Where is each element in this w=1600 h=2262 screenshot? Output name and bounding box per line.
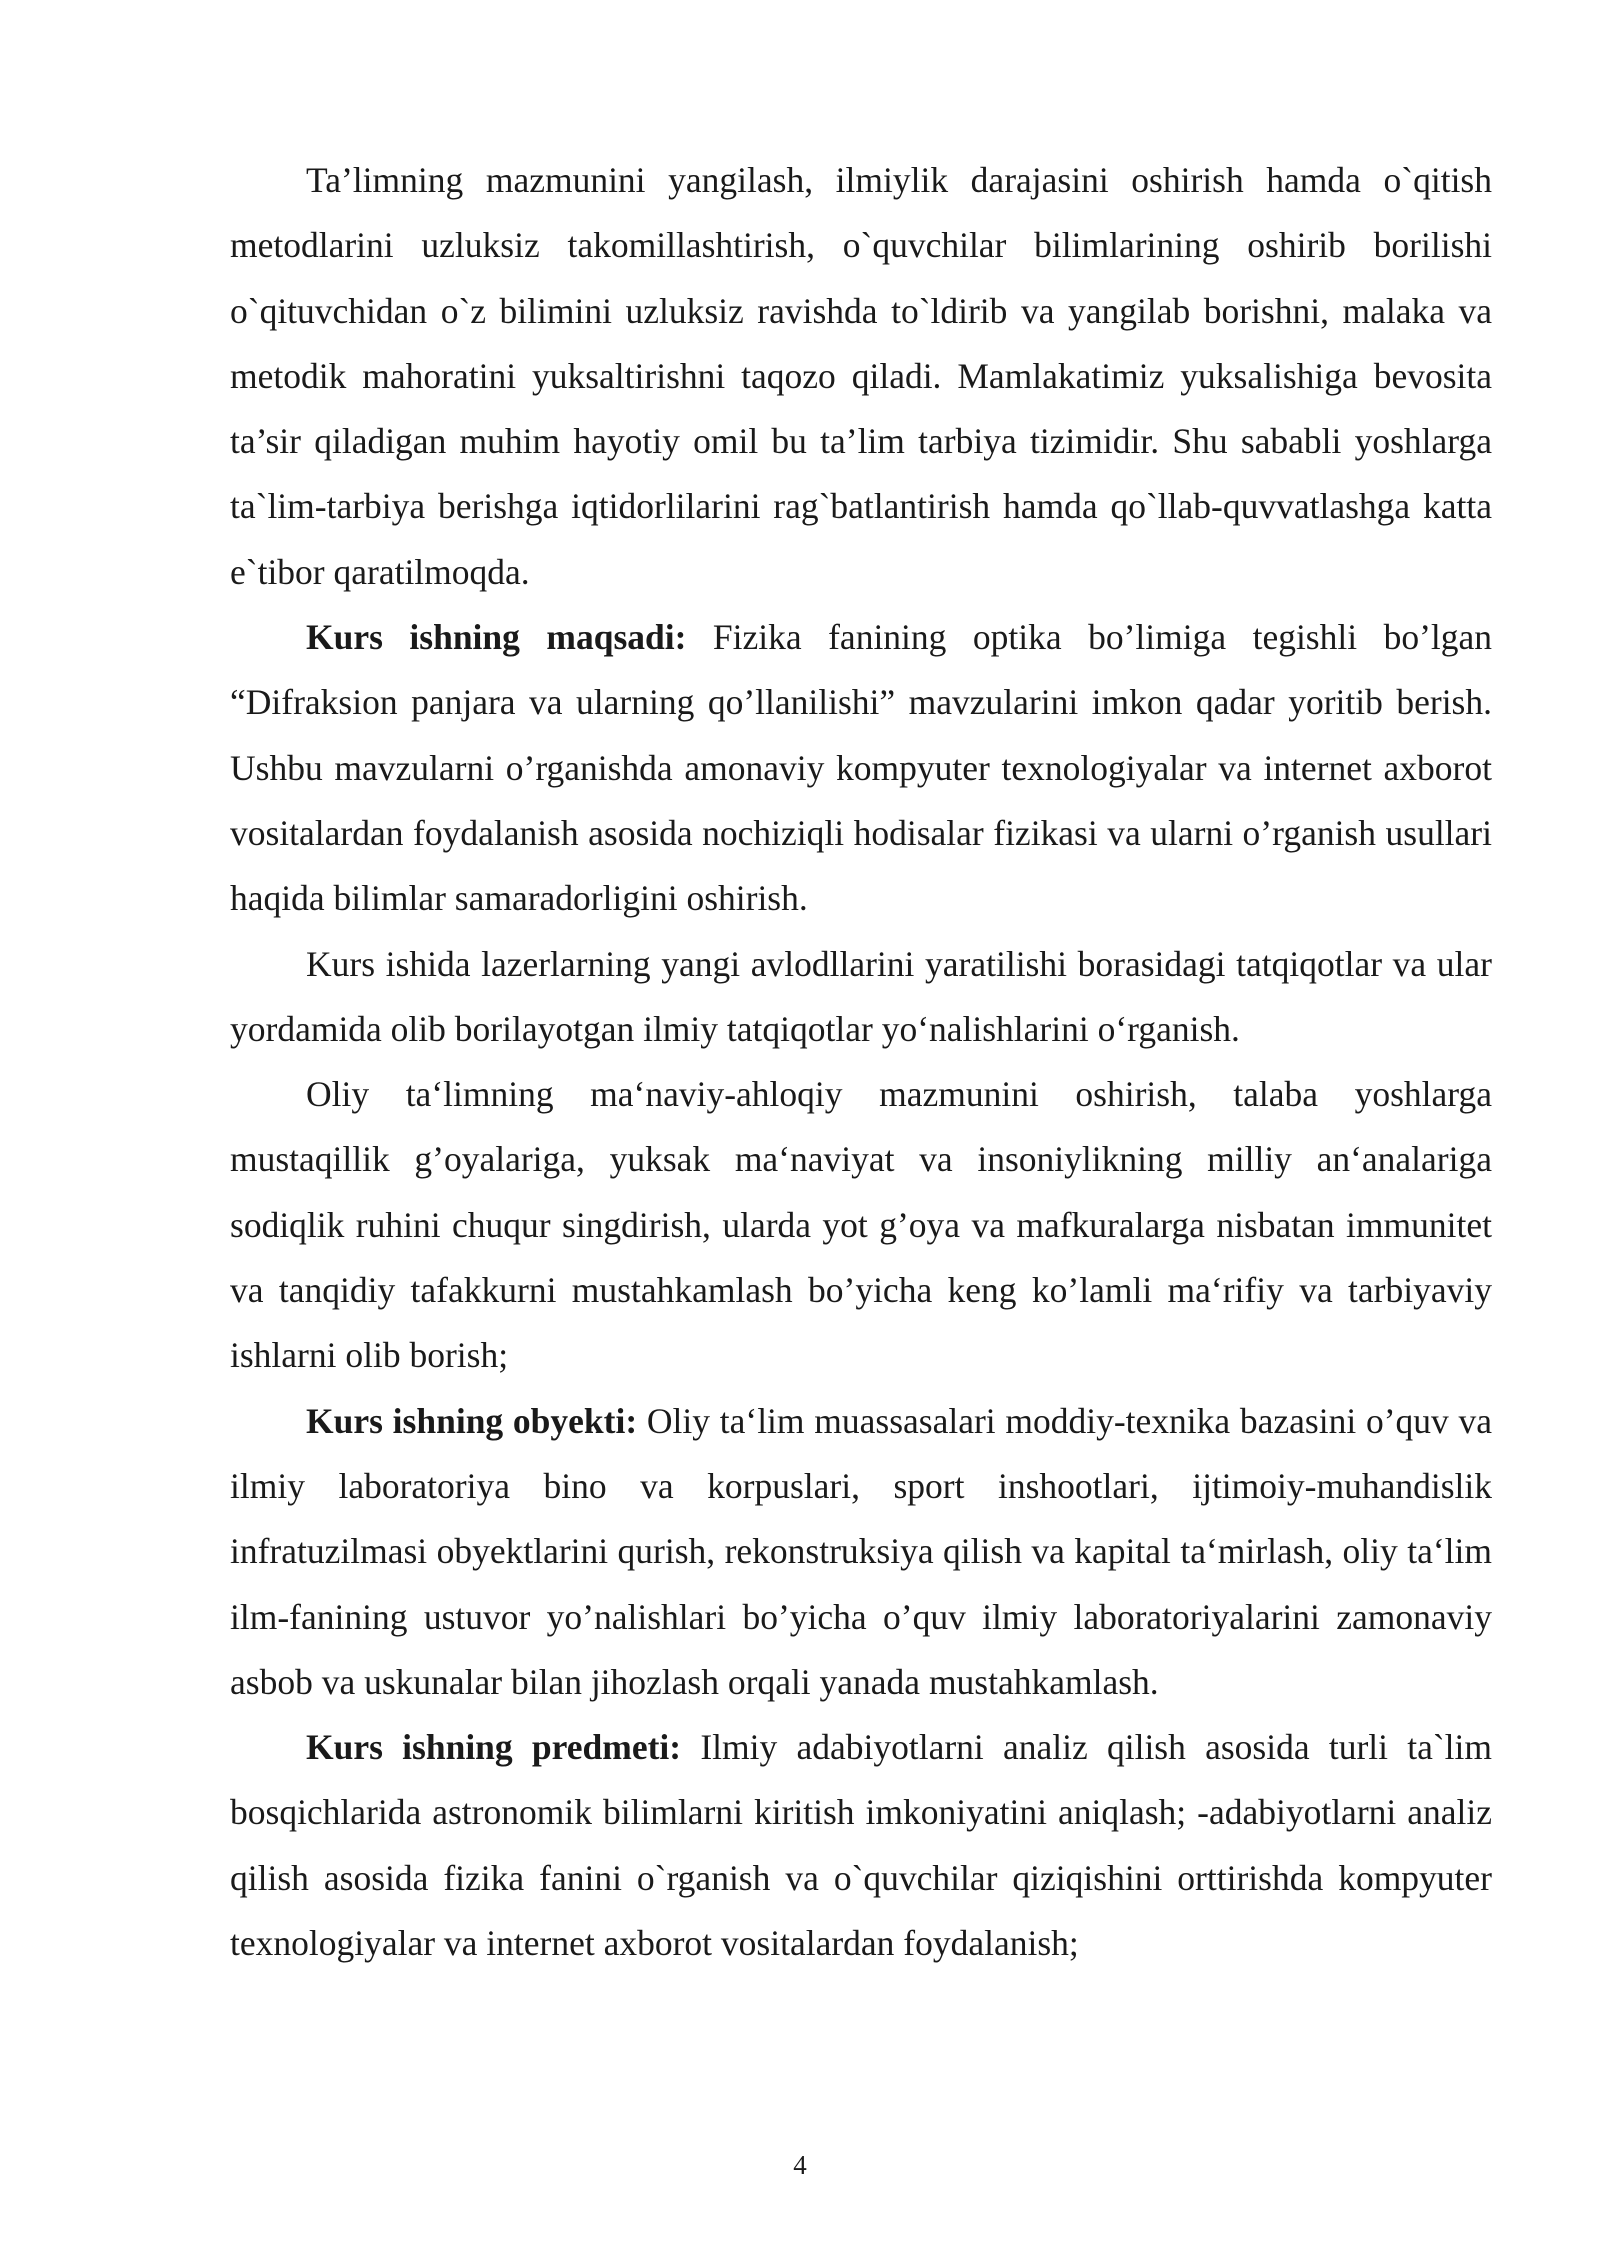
paragraph-text: Ilmiy adabiyotlarni analiz qilish asosida turli ta`lim bosqichlarida astronomik bilimlarni kiritish imkoniyatini aniqlash; -adabiyotlarni analiz qilish asosida fizika fanini o`rganish va o`quvchilar qiziqishini orttirishda kompyuter texnologiyalar va internet axborot vositalardan foydalanish; (230, 1727, 1492, 1964)
paragraph-goal (230, 605, 1492, 931)
paragraph-heading: Kurs ishning predmeti: (306, 1727, 682, 1768)
paragraph-text: Oliy ta‘lim muassasalari moddiy-texnika bazasini o’quv va ilmiy laboratoriya bino va korpuslari, sport inshootlari, ijtimoiy-muhandislik infratuzilmasi obyektlarini qurish, rekonstruksiya qilish va kapital ta‘mirlash, oliy ta‘lim ilm-fanining ustuvor yo’nalishlari bo’yicha o’quv ilmiy laboratoriyalarini zamonaviy asbob va uskunalar bilan jihozlash orqali yanada mustahkamlash. (230, 1400, 1493, 1702)
paragraph-education (230, 1062, 1492, 1388)
paragraph-text: Ta’limning mazmunini yangilash, ilmiylik darajasini oshirish hamda o`qitish metodlarini uzluksiz takomillashtirish, o`quvchilar bilimlarining oshirib borilishi o`qituvchidan o`z bilimini uzluksiz ravishda to`ldirib va yangilab borishni, malaka va metodik mahoratini yuksaltirishni taqozo qiladi. Mamlakatimiz yuksalishiga bevosita ta’sir qiladigan muhim hayotiy omil bu ta’lim tarbiya tizimidir. Shu sababli yoshlarga ta`lim-tarbiya berishga iqtidorlilarini rag`batlantirish hamda qo`llab-quvvatlashga katta e`tibor qaratilmoqda. (230, 160, 1492, 592)
document-body (230, 148, 1492, 1976)
paragraph-subject (230, 1715, 1492, 1976)
page-number: 4 (793, 2150, 807, 2180)
paragraph-heading: Kurs ishning obyekti: (306, 1400, 638, 1441)
paragraph-text: Oliy ta‘limning ma‘naviy-ahloqiy mazmunini oshirish, talaba yoshlarga mustaqillik g’oyalariga, yuksak ma‘naviyat va insoniylikning milliy an‘analariga sodiqlik ruhini chuqur singdirish, ularda yot g’oya va mafkuralarga nisbatan immunitet va tanqidiy tafakkurni mustahkamlash bo’yicha keng ko’lamli ma‘rifiy va tarbiyaviy ishlarni olib borish; (230, 1074, 1492, 1376)
paragraph-object (230, 1389, 1492, 1715)
paragraph-text: Fizika fanining optika bo’limiga tegishli bo’lgan “Difraksion panjara va ularning qo’llanilishi” mavzularini imkon qadar yoritib berish. Ushbu mavzularni o’rganishda amonaviy kompyuter texnologiyalar va internet axborot vositalardan foydalanish asosida nochiziqli hodisalar fizikasi va ularni o’rganish usullari haqida bilimlar samaradorligini oshirish. (230, 617, 1493, 919)
paragraph-text: Kurs ishida lazerlarning yangi avlodllarini yaratilishi borasidagi tatqiqotlar va ular yordamida olib borilayotgan ilmiy tatqiqotlar yo‘nalishlarini o‘rganish. (230, 943, 1492, 1049)
paragraph-heading: Kurs ishning maqsadi: (306, 617, 687, 658)
paragraph-lasers (230, 932, 1492, 1063)
paragraph-intro (230, 148, 1492, 605)
